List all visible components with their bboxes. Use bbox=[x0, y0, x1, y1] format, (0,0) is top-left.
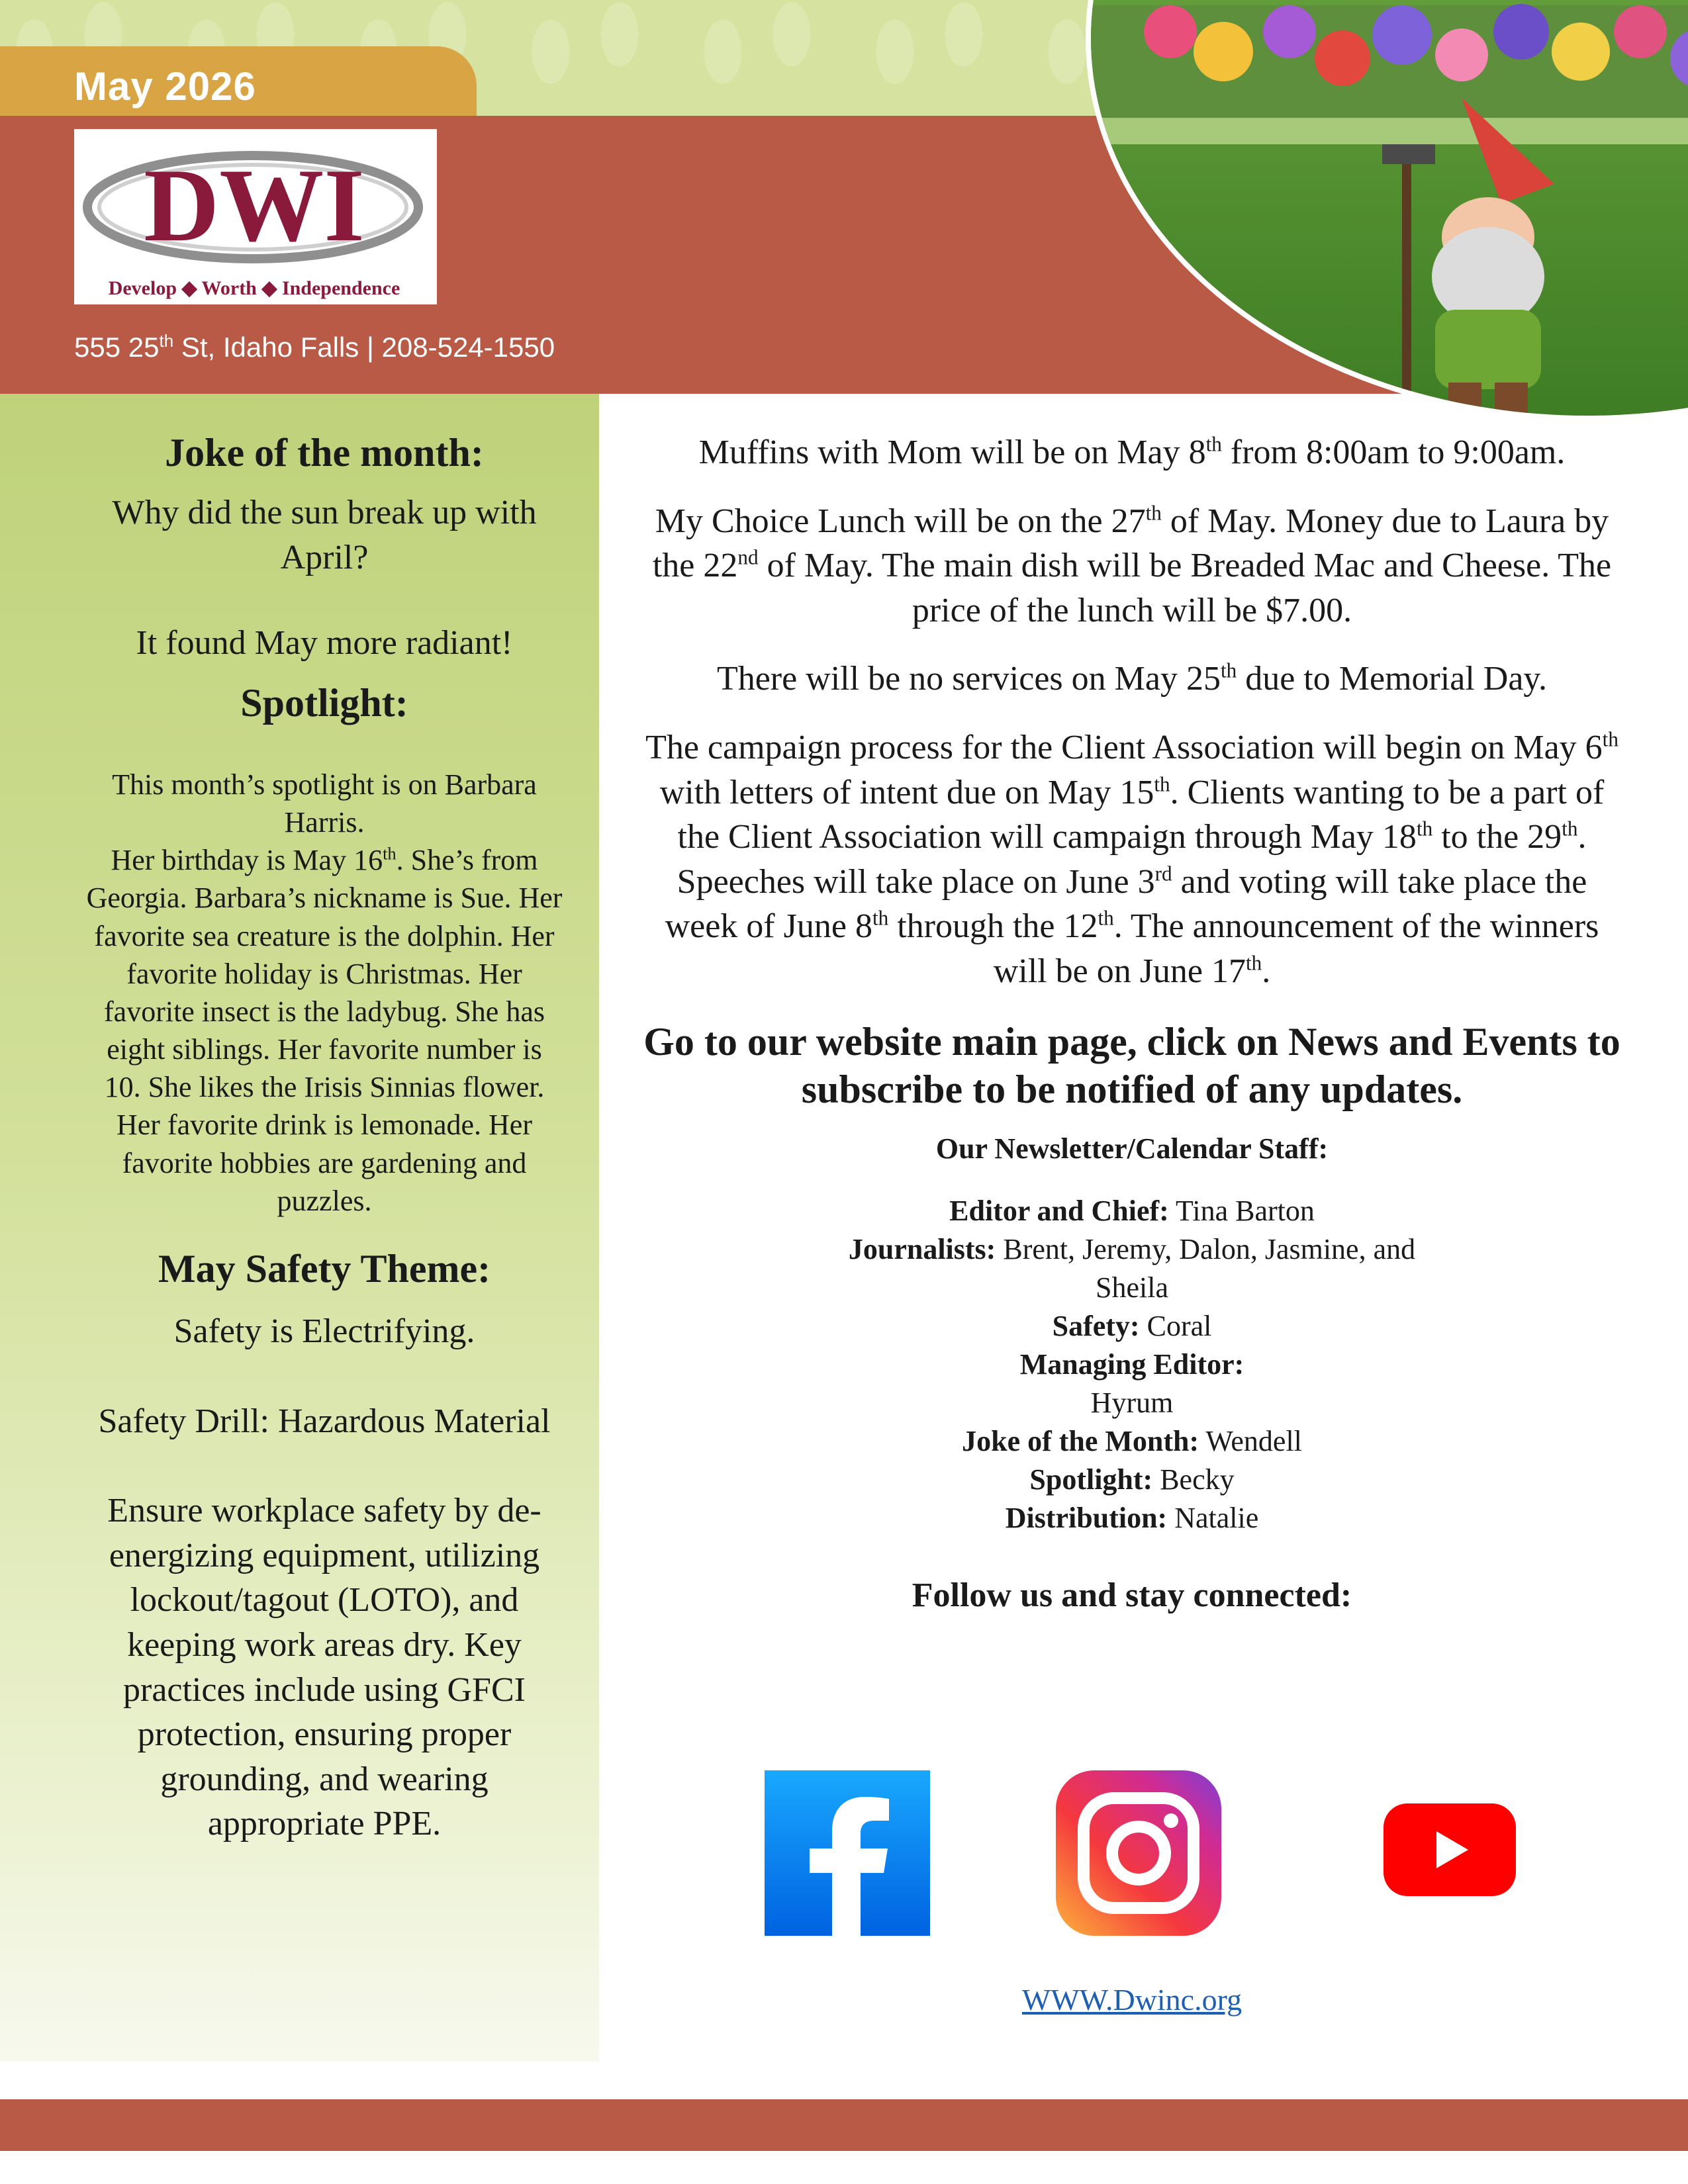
logo-letters: DWI bbox=[144, 148, 365, 263]
staff-distribution: Distribution: Natalie bbox=[1005, 1502, 1259, 1535]
staff-title: Our Newsletter/Calendar Staff: bbox=[935, 1132, 1329, 1165]
safety-theme: Safety is Electrifying. bbox=[173, 1312, 475, 1351]
staff-managing-editor: Managing Editor: bbox=[1019, 1347, 1244, 1381]
website-link[interactable]: WWW.Dwinc.org bbox=[1021, 1983, 1243, 2017]
issue-month: May 2026 bbox=[74, 64, 256, 109]
safety-text: Ensure workplace safety by de-energizing equipment, utilizing lockout/tagout (LOTO), and keeping work areas dry. Key practices include using GFCI protection, ensuring proper grounding, and wearing appropriate PPE. bbox=[107, 1492, 541, 1843]
website-cta: Go to our website main page, click on News and Events to subscribe to be notified of any updates. bbox=[643, 1019, 1620, 1111]
dwi-logo bbox=[74, 129, 437, 304]
youtube-icon[interactable] bbox=[1383, 1803, 1516, 1896]
staff-list bbox=[639, 1192, 1625, 1538]
logo-tagline: Develop ◆ Worth ◆ Independence bbox=[108, 277, 400, 299]
joke-heading: Joke of the month: bbox=[165, 431, 484, 475]
staff-safety: Safety: Coral bbox=[1052, 1309, 1212, 1342]
instagram-icon[interactable] bbox=[1056, 1770, 1221, 1936]
follow-heading: Follow us and stay connected: bbox=[912, 1576, 1352, 1615]
lunch-announcement: My Choice Lunch will be on the 27th of May. Money due to Laura by the 22nd of May. The main dish will be Breaded Mac and Cheese. The price of the lunch will be $7.00. bbox=[652, 501, 1612, 629]
spotlight-body: Her birthday is May 16th. She’s from Georgia. Barbara’s nickname is Sue. Her favorite sea creature is the dolphin. Her favorite holiday is Christmas. Her favorite insect is the ladybug. She has eight siblings. Her favorite number is 10. She likes the Irisis Sinnias flower. Her favorite drink is lemonade. Her favorite hobbies are gardening and puzzles. bbox=[86, 843, 563, 1217]
spotlight-heading: Spotlight: bbox=[240, 680, 408, 725]
campaign-announcement: The campaign process for the Client Association will begin on May 6th with letters of intent due on May 15th. Clients wanting to be a part of the Client Association will campaign through May 18th to the 29th. Speeches will take place on June 3rd and voting will take place the week of June 8th through the 12th. The announcement of the winners will be on June 17th. bbox=[645, 727, 1618, 990]
spotlight-intro: This month’s spotlight is on Barbara Harris. bbox=[112, 768, 537, 839]
address-line: 555 25th St, Idaho Falls | 208-524-1550 bbox=[74, 331, 555, 363]
footer-bar bbox=[0, 2099, 1688, 2151]
no-services-announcement: There will be no services on May 25th due to Memorial Day. bbox=[716, 659, 1548, 698]
sidebar-content bbox=[86, 430, 563, 1846]
joke-question: Why did the sun break up with April? bbox=[112, 494, 537, 576]
main-content bbox=[639, 430, 1625, 1615]
staff-managing-editor-name: Hyrum bbox=[1090, 1386, 1174, 1419]
staff-spotlight: Spotlight: Becky bbox=[1029, 1463, 1235, 1496]
staff-journalists: Journalists: Brent, Jeremy, Dalon, Jasmine, and Sheila bbox=[848, 1232, 1416, 1304]
facebook-icon[interactable] bbox=[765, 1770, 930, 1936]
garden-gnome-photo bbox=[1086, 0, 1688, 421]
staff-editor: Editor and Chief: Tina Barton bbox=[949, 1194, 1315, 1227]
staff-joke: Joke of the Month: Wendell bbox=[962, 1425, 1302, 1457]
safety-drill: Safety Drill: Hazardous Material bbox=[98, 1402, 551, 1440]
joke-answer: It found May more radiant! bbox=[136, 624, 513, 662]
muffins-announcement: Muffins with Mom will be on May 8th from 8:00am to 9:00am. bbox=[698, 432, 1566, 471]
safety-heading: May Safety Theme: bbox=[158, 1247, 491, 1291]
